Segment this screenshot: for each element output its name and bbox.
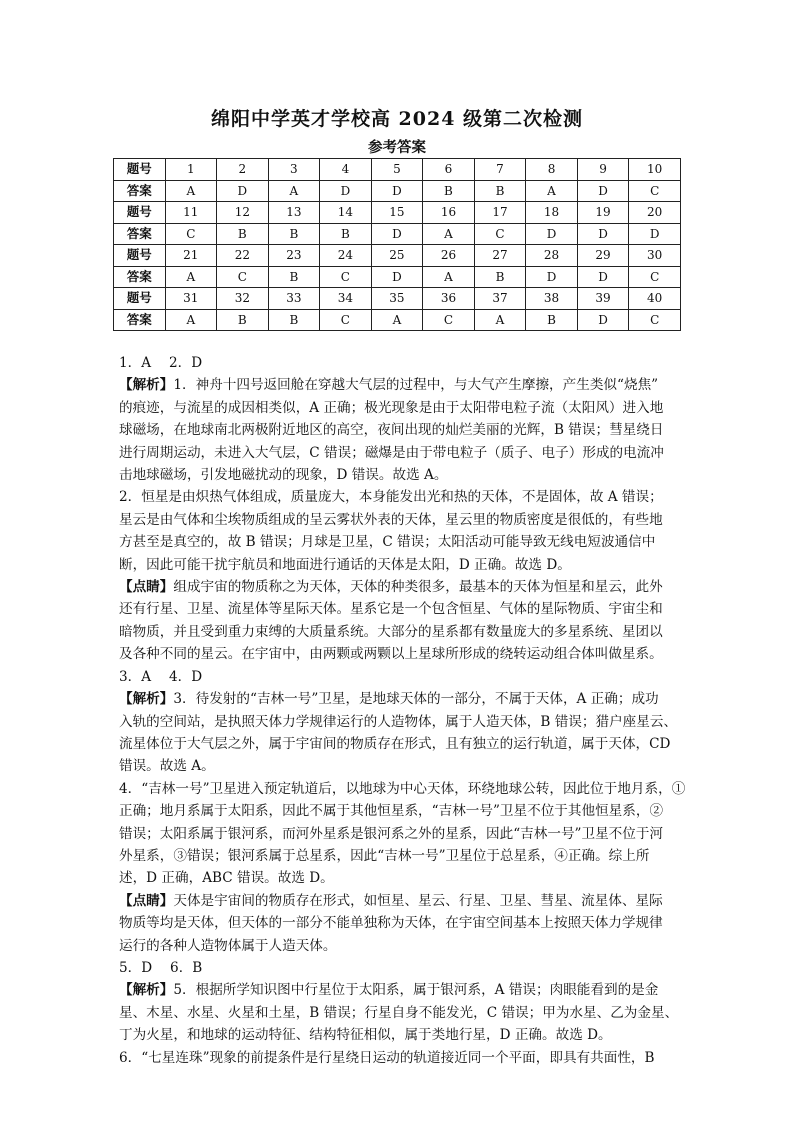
question-number-cell: 21 bbox=[165, 245, 217, 267]
question-number-cell: 10 bbox=[629, 159, 681, 181]
line-text: 3．待发射的“吉林一号”卫星，是地球天体的一部分，不属于天体，A 正确；成功 bbox=[173, 691, 659, 708]
text-line bbox=[119, 1047, 687, 1069]
answer-cell: C bbox=[423, 309, 475, 331]
text-line bbox=[119, 979, 687, 1001]
line-text: 方甚至是真空的，故 B 错误；月球是卫星，C 错误；太阳活动可能导致无线电短波通信中 bbox=[119, 534, 656, 551]
question-number-cell: 19 bbox=[577, 202, 629, 224]
question-number-cell: 13 bbox=[268, 202, 320, 224]
question-header-cell: 题号 bbox=[114, 245, 166, 267]
text-line bbox=[119, 778, 687, 800]
text-line bbox=[119, 912, 687, 934]
question-number-cell: 28 bbox=[526, 245, 578, 267]
line-text: 暗物质，并且受到重力束缚的大质量系统。大部分的星系都有数量庞大的多星系统、星团以 bbox=[119, 623, 663, 640]
line-text: 击地球磁场，引发地磁扰动的现象，D 错误。故选 A。 bbox=[119, 467, 448, 484]
line-text: 2．恒星是由炽热气体组成，质量庞大，本身能发出光和热的天体，不是固体，故 A 错误； bbox=[119, 489, 663, 506]
answer-cell: C bbox=[320, 266, 372, 288]
section-tag: 【解析】 bbox=[119, 377, 174, 394]
question-number-cell: 5 bbox=[371, 159, 423, 181]
line-text: 断，因此可能干扰宇航员和地面进行通话的天体是太阳，D 正确。故选 D。 bbox=[119, 556, 571, 573]
line-text: 星、木星、水星、火星和土星，B 错误；行星自身不能发光，C 错误；甲为水星、乙为金星、 bbox=[119, 1004, 679, 1021]
answer-cell: B bbox=[217, 223, 269, 245]
question-number-cell: 9 bbox=[577, 159, 629, 181]
answer-cell: A bbox=[423, 266, 475, 288]
text-line bbox=[119, 576, 687, 598]
line-text: 流星体位于大气层之外，属于宇宙间的物质存在形式，且有独立的运行轨道，属于天体，CD bbox=[119, 735, 671, 752]
answer-cell: A bbox=[165, 180, 217, 202]
answer-cell: B bbox=[474, 266, 526, 288]
question-number-row bbox=[114, 202, 681, 224]
question-number-cell: 35 bbox=[371, 288, 423, 310]
line-text: 球磁场，在地球南北两极附近地区的高空，夜间出现的灿烂美丽的光辉，B 错误；彗星绕日 bbox=[119, 422, 664, 439]
text-line bbox=[119, 845, 687, 867]
answer-cell: C bbox=[474, 223, 526, 245]
text-line bbox=[119, 352, 687, 374]
text-line bbox=[119, 935, 687, 957]
question-number-cell: 18 bbox=[526, 202, 578, 224]
answer-explanations bbox=[119, 352, 687, 1069]
answer-cell: D bbox=[320, 180, 372, 202]
line-text: 5．D 6．B bbox=[119, 959, 203, 976]
text-line bbox=[119, 733, 687, 755]
question-number-cell: 4 bbox=[320, 159, 372, 181]
answer-cell: D bbox=[577, 223, 629, 245]
answer-cell: D bbox=[371, 266, 423, 288]
answer-cell: C bbox=[629, 309, 681, 331]
question-number-cell: 22 bbox=[217, 245, 269, 267]
question-number-cell: 14 bbox=[320, 202, 372, 224]
answer-cell: C bbox=[165, 223, 217, 245]
question-number-cell: 25 bbox=[371, 245, 423, 267]
line-text: 丁为火星，和地球的运动特征、结构特征相似，属于类地行星，D 正确。故选 D。 bbox=[119, 1027, 612, 1044]
line-text: 的痕迹，与流星的成因相类似，A 正确；极光现象是由于太阳带电粒子流（太阳风）进入地 bbox=[119, 399, 664, 416]
question-number-cell: 30 bbox=[629, 245, 681, 267]
answer-cell: D bbox=[217, 180, 269, 202]
page-title: 绵阳中学英才学校高 2024 级第二次检测 bbox=[210, 108, 584, 130]
line-text: 外星系，③错误；银河系属于总星系，因此“吉林一号”卫星位于总星系，④正确。综上所 bbox=[119, 847, 650, 864]
answer-row bbox=[114, 266, 681, 288]
line-text: 组成宇宙的物质称之为天体，天体的种类很多，最基本的天体为恒星和星云，此外 bbox=[173, 579, 663, 596]
question-number-row bbox=[114, 288, 681, 310]
question-header-cell: 题号 bbox=[114, 159, 166, 181]
line-text: 天体是宇宙间的物质存在形式，如恒星、星云、行星、卫星、彗星、流星体、星际 bbox=[173, 892, 663, 909]
question-number-cell: 37 bbox=[474, 288, 526, 310]
line-text: 1．A 2．D bbox=[119, 355, 203, 371]
answer-cell: A bbox=[526, 180, 578, 202]
answer-cell: A bbox=[371, 309, 423, 331]
question-number-cell: 2 bbox=[217, 159, 269, 181]
line-text: 还有行星、卫星、流星体等星际天体。星系它是一个包含恒星、气体的星际物质、宇宙尘和 bbox=[119, 601, 663, 618]
answer-cell: A bbox=[474, 309, 526, 331]
question-number-cell: 27 bbox=[474, 245, 526, 267]
text-line bbox=[119, 755, 687, 777]
answer-cell: A bbox=[268, 180, 320, 202]
answer-cell: D bbox=[526, 223, 578, 245]
answer-cell: D bbox=[629, 223, 681, 245]
question-number-cell: 6 bbox=[423, 159, 475, 181]
text-line bbox=[119, 957, 687, 979]
page-subtitle: 参考答案 bbox=[368, 139, 426, 156]
answer-cell: A bbox=[165, 266, 217, 288]
answer-cell: B bbox=[268, 223, 320, 245]
question-header-cell: 题号 bbox=[114, 202, 166, 224]
answer-cell: B bbox=[526, 309, 578, 331]
question-number-cell: 16 bbox=[423, 202, 475, 224]
text-line bbox=[119, 800, 687, 822]
question-number-cell: 29 bbox=[577, 245, 629, 267]
text-line bbox=[119, 890, 687, 912]
text-line bbox=[119, 1002, 687, 1024]
line-text: 述，D 正确，ABC 错误。故选 D。 bbox=[119, 870, 334, 887]
question-number-row bbox=[114, 159, 681, 181]
line-text: 3．A 4．D bbox=[119, 668, 203, 685]
question-number-cell: 26 bbox=[423, 245, 475, 267]
answer-cell: B bbox=[474, 180, 526, 202]
text-line bbox=[119, 419, 687, 441]
answer-cell: B bbox=[217, 309, 269, 331]
answer-header-cell: 答案 bbox=[114, 180, 166, 202]
answer-cell: D bbox=[577, 309, 629, 331]
answer-cell: D bbox=[577, 266, 629, 288]
text-line bbox=[119, 397, 687, 419]
text-line bbox=[119, 554, 687, 576]
answer-row bbox=[114, 180, 681, 202]
question-number-cell: 11 bbox=[165, 202, 217, 224]
text-line bbox=[119, 643, 687, 665]
line-text: 5．根据所学知识图中行星位于太阳系，属于银河系，A 错误；肉眼能看到的是金 bbox=[173, 982, 659, 999]
answer-row bbox=[114, 309, 681, 331]
answer-cell: D bbox=[577, 180, 629, 202]
text-line bbox=[119, 442, 687, 464]
text-line bbox=[119, 867, 687, 889]
line-text: 错误；太阳系属于银河系，而河外星系是银河系之外的星系，因此“吉林一号”卫星不位于河 bbox=[119, 825, 664, 842]
question-number-cell: 1 bbox=[165, 159, 217, 181]
question-number-cell: 32 bbox=[217, 288, 269, 310]
question-number-cell: 7 bbox=[474, 159, 526, 181]
answer-cell: C bbox=[217, 266, 269, 288]
answer-header-cell: 答案 bbox=[114, 266, 166, 288]
text-line bbox=[119, 598, 687, 620]
section-tag: 【解析】 bbox=[119, 982, 174, 999]
text-line bbox=[119, 688, 687, 710]
text-line bbox=[119, 823, 687, 845]
question-number-cell: 39 bbox=[577, 288, 629, 310]
question-number-cell: 15 bbox=[371, 202, 423, 224]
question-header-cell: 题号 bbox=[114, 288, 166, 310]
text-line bbox=[119, 621, 687, 643]
answer-header-cell: 答案 bbox=[114, 223, 166, 245]
answer-cell: C bbox=[629, 266, 681, 288]
section-tag: 【解析】 bbox=[119, 691, 174, 708]
line-text: 运行的各种人造物体属于人造天体。 bbox=[119, 937, 337, 954]
answer-header-cell: 答案 bbox=[114, 309, 166, 331]
line-text: 1．神舟十四号返回舱在穿越大气层的过程中，与大气产生摩擦，产生类似“烧焦” bbox=[173, 377, 659, 394]
line-text: 进行周期运动，未进入大气层，C 错误；磁爆是由于带电粒子（质子、电子）形成的电流冲 bbox=[119, 444, 664, 461]
question-number-cell: 38 bbox=[526, 288, 578, 310]
text-line bbox=[119, 486, 687, 508]
answer-cell: D bbox=[371, 223, 423, 245]
section-tag: 【点睛】 bbox=[119, 579, 174, 596]
answer-cell: B bbox=[423, 180, 475, 202]
question-number-cell: 12 bbox=[217, 202, 269, 224]
question-number-cell: 40 bbox=[629, 288, 681, 310]
answer-cell: B bbox=[320, 223, 372, 245]
answer-cell: D bbox=[371, 180, 423, 202]
answer-cell: A bbox=[423, 223, 475, 245]
line-text: 正确；地月系属于太阳系，因此不属于其他恒星系，“吉林一号”卫星不位于其他恒星系，② bbox=[119, 803, 664, 820]
answer-cell: B bbox=[268, 309, 320, 331]
answer-cell: B bbox=[268, 266, 320, 288]
question-number-cell: 24 bbox=[320, 245, 372, 267]
question-number-row bbox=[114, 245, 681, 267]
question-number-cell: 31 bbox=[165, 288, 217, 310]
answer-cell: D bbox=[526, 266, 578, 288]
question-number-cell: 33 bbox=[268, 288, 320, 310]
section-tag: 【点睛】 bbox=[119, 892, 174, 909]
question-number-cell: 34 bbox=[320, 288, 372, 310]
line-text: 6．“七星连珠”现象的前提条件是行星绕日运动的轨道接近同一个平面，即具有共面性，B bbox=[119, 1049, 655, 1066]
line-text: 错误。故选 A。 bbox=[119, 758, 215, 775]
text-line bbox=[119, 711, 687, 733]
answer-cell: C bbox=[320, 309, 372, 331]
answer-row bbox=[114, 223, 681, 245]
question-number-cell: 36 bbox=[423, 288, 475, 310]
text-line bbox=[119, 374, 687, 396]
line-text: 入轨的空间站，是执照天体力学规律运行的人造物体，属于人造天体，B 错误；猎户座星云、 bbox=[119, 713, 678, 730]
line-text: 星云是由气体和尘埃物质组成的呈云雾状外表的天体，星云里的物质密度是很低的，有些地 bbox=[119, 511, 663, 528]
line-text: 4．“吉林一号”卫星进入预定轨道后，以地球为中心天体，环绕地球公转，因此位于地月系，① bbox=[119, 780, 686, 797]
line-text: 及各种不同的星云。在宇宙中，由两颗或两颗以上星球所形成的绕转运动组合体叫做星系。 bbox=[119, 646, 663, 663]
question-number-cell: 8 bbox=[526, 159, 578, 181]
question-number-cell: 3 bbox=[268, 159, 320, 181]
text-line bbox=[119, 531, 687, 553]
text-line bbox=[119, 1024, 687, 1046]
question-number-cell: 17 bbox=[474, 202, 526, 224]
text-line bbox=[119, 509, 687, 531]
question-number-cell: 23 bbox=[268, 245, 320, 267]
answer-cell: C bbox=[629, 180, 681, 202]
answer-cell: A bbox=[165, 309, 217, 331]
answer-table bbox=[113, 158, 681, 331]
question-number-cell: 20 bbox=[629, 202, 681, 224]
text-line bbox=[119, 464, 687, 486]
line-text: 物质等均是天体，但天体的一部分不能单独称为天体，在宇宙空间基本上按照天体力学规律 bbox=[119, 915, 663, 932]
text-line bbox=[119, 666, 687, 688]
